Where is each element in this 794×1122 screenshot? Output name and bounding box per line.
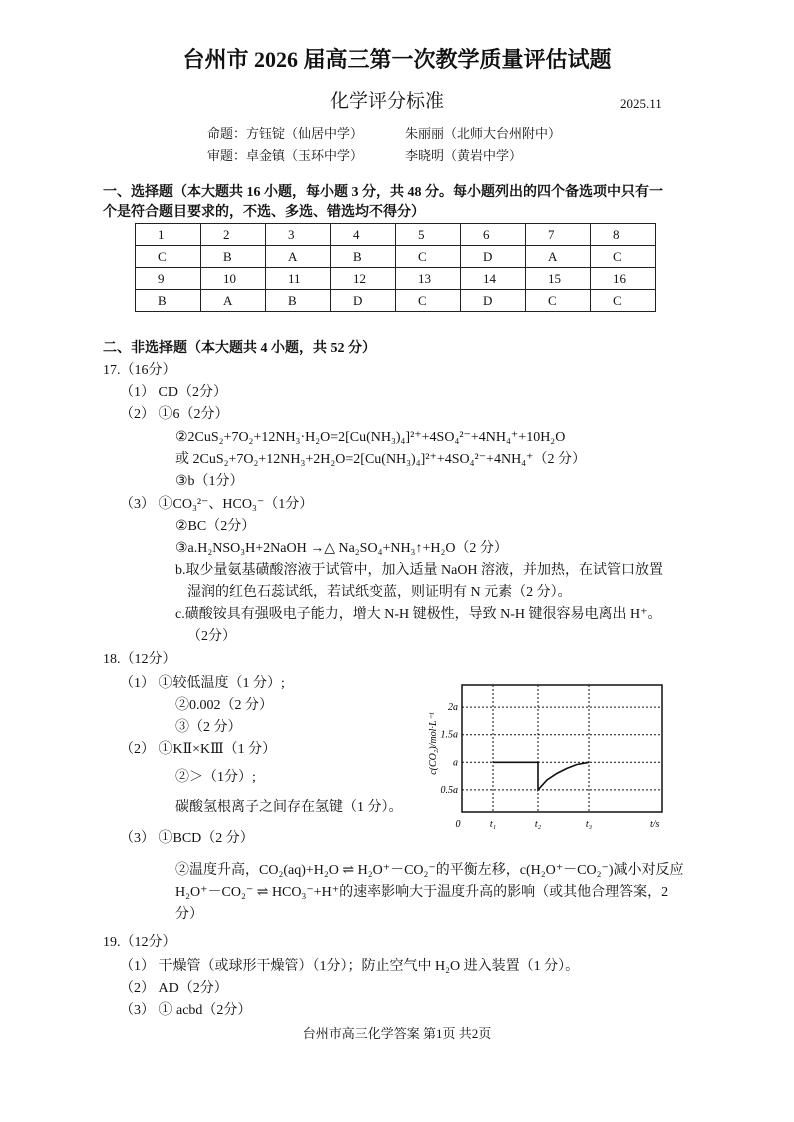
answer-line: （1） ①较低温度（1 分）; [120, 676, 285, 691]
table-cell: D [461, 246, 526, 268]
answer-line: 湿润的红色石蕊试纸，若试纸变蓝，则证明有 N 元素（2 分）。 [187, 585, 572, 600]
answer-line: 碳酸氢根离子之间存在氢键（1 分）。 [175, 800, 403, 815]
x-tick-label: t₂ [534, 819, 542, 830]
answer-table [135, 223, 656, 312]
table-cell: D [461, 290, 526, 312]
y-axis-label: c(CO₂)/mol·L⁻¹ [428, 712, 439, 775]
x-axis-label: t/s [650, 819, 660, 830]
answer-line: （3） ① acbd（2分） [120, 1003, 252, 1018]
answer-line: （3） ①CO₃²⁻、HCO₃⁻（1分） [120, 497, 314, 512]
table-cell: C [591, 290, 656, 312]
origin-label: 0 [455, 819, 461, 830]
table-cell: 12 [331, 268, 396, 290]
document-date: 2025.11 [620, 96, 662, 111]
answer-line: （2） AD（2分） [120, 981, 228, 996]
x-tick-label: t₁ [489, 819, 497, 830]
table-cell: 15 [526, 268, 591, 290]
table-row [136, 268, 656, 290]
table-cell: C [526, 290, 591, 312]
x-tick-label: t₃ [585, 819, 593, 830]
author-line: 命题：方钰锭（仙居中学） [207, 126, 364, 141]
y-tick-label: 0.5a [440, 784, 458, 796]
answer-line: b.取少量氨基磺酸溶液于试管中，加入适量 NaOH 溶液，并加热，在试管口放置 [175, 563, 664, 578]
table-cell: 11 [266, 268, 331, 290]
answer-line: （3） ①BCD（2 分） [120, 831, 254, 846]
table-cell: 6 [461, 224, 526, 246]
document-subtitle: 化学评分标准 [330, 91, 445, 112]
document-title: 台州市 2026 届高三第一次教学质量评估试题 [182, 47, 612, 72]
author-line: 朱丽丽（北师大台州附中） [405, 126, 562, 141]
answer-line: （2分） [187, 629, 236, 644]
answer-line: 或 2CuS₂+7O₂+12NH₃+2H₂O=2[Cu(NH₃)₄]²⁺+4SO₄²⁻+4NH₄⁺（2 分） [175, 452, 586, 467]
answer-line: ②2CuS₂+7O₂+12NH₃·H₂O=2[Cu(NH₃)₄]²⁺+4SO₄²⁻+4NH₄⁺+10H₂O [175, 430, 566, 445]
co2-concentration-chart [410, 670, 680, 840]
table-row [136, 290, 656, 312]
answer-line: ②温度升高，CO₂(aq)+H₂O ⇌ H₂O⁺－CO₂⁻的平衡左移，c(H₂O⁺－CO₂⁻)减小对反应 [175, 863, 684, 878]
table-cell: 5 [396, 224, 461, 246]
answer-line: 分） [175, 907, 203, 922]
table-cell: 8 [591, 224, 656, 246]
answer-line: ③（2 分） [175, 720, 242, 735]
table-cell: C [396, 290, 461, 312]
section1-heading: 一、选择题（本大题共 16 小题，每小题 3 分，共 48 分。每小题列出的四个备选项中只有一 [103, 185, 663, 200]
section1-heading-cont: 个是符合题目要求的，不选、多选、错选均不得分） [103, 205, 425, 220]
answer-line: ②BC（2分） [175, 519, 256, 534]
answer-line: ③a.H₂NSO₃H+2NaOH →△ Na₂SO₄+NH₃↑+H₂O（2 分） [175, 541, 508, 556]
table-cell: B [136, 290, 201, 312]
table-cell: 13 [396, 268, 461, 290]
answer-line: c.磺酸铵具有强吸电子能力，增大 N-H 键极性，导致 N-H 键很容易电离出 H⁺。 [175, 607, 662, 622]
table-row [136, 246, 656, 268]
table-cell: C [396, 246, 461, 268]
answer-line: （2） ①KⅡ×KⅢ（1 分） [120, 742, 277, 757]
question-heading: 19.（12分） [103, 935, 177, 950]
y-tick-label: a [453, 757, 458, 769]
reviewer-line: 李晓明（黄岩中学） [405, 148, 523, 163]
table-cell: 3 [266, 224, 331, 246]
table-cell: 1 [136, 224, 201, 246]
y-tick-label: 2a [448, 702, 458, 714]
section2-heading: 二、非选择题（本大题共 4 小题，共 52 分） [103, 341, 376, 356]
answer-line: ②0.002（2 分） [175, 698, 273, 713]
table-cell: 10 [201, 268, 266, 290]
question-heading: 18.（12分） [103, 652, 177, 667]
table-cell: 14 [461, 268, 526, 290]
answer-line: （1） CD（2分） [120, 385, 227, 400]
answer-line: H₂O⁺－CO₂⁻ ⇌ HCO₃⁻+H⁺的速率影响大于温度升高的影响（或其他合理答案，2 [175, 885, 669, 900]
table-cell: 2 [201, 224, 266, 246]
table-cell: 4 [331, 224, 396, 246]
table-cell: 9 [136, 268, 201, 290]
plot-frame [462, 685, 662, 812]
answer-line: ③b（1分） [175, 474, 244, 489]
answer-line: ②＞（1分）; [175, 770, 256, 785]
table-cell: B [201, 246, 266, 268]
y-tick-label: 1.5a [440, 729, 458, 741]
page-footer: 台州市高三化学答案 第1页 共2页 [302, 1026, 492, 1041]
answer-line: （1） 干燥管（或球形干燥管）（1分）；防止空气中 H₂O 进入装置（1 分）。 [120, 959, 580, 974]
answer-line: （2） ①6（2分） [120, 407, 229, 422]
table-cell: A [266, 246, 331, 268]
table-cell: A [526, 246, 591, 268]
concentration-line [493, 762, 589, 790]
table-cell: D [331, 290, 396, 312]
table-cell: 7 [526, 224, 591, 246]
table-cell: B [266, 290, 331, 312]
table-cell: B [331, 246, 396, 268]
table-cell: C [591, 246, 656, 268]
table-cell: C [136, 246, 201, 268]
table-cell: A [201, 290, 266, 312]
table-row [136, 224, 656, 246]
table-cell: 16 [591, 268, 656, 290]
reviewer-line: 审题：卓金镇（玉环中学） [207, 148, 364, 163]
question-heading: 17.（16分） [103, 363, 177, 378]
